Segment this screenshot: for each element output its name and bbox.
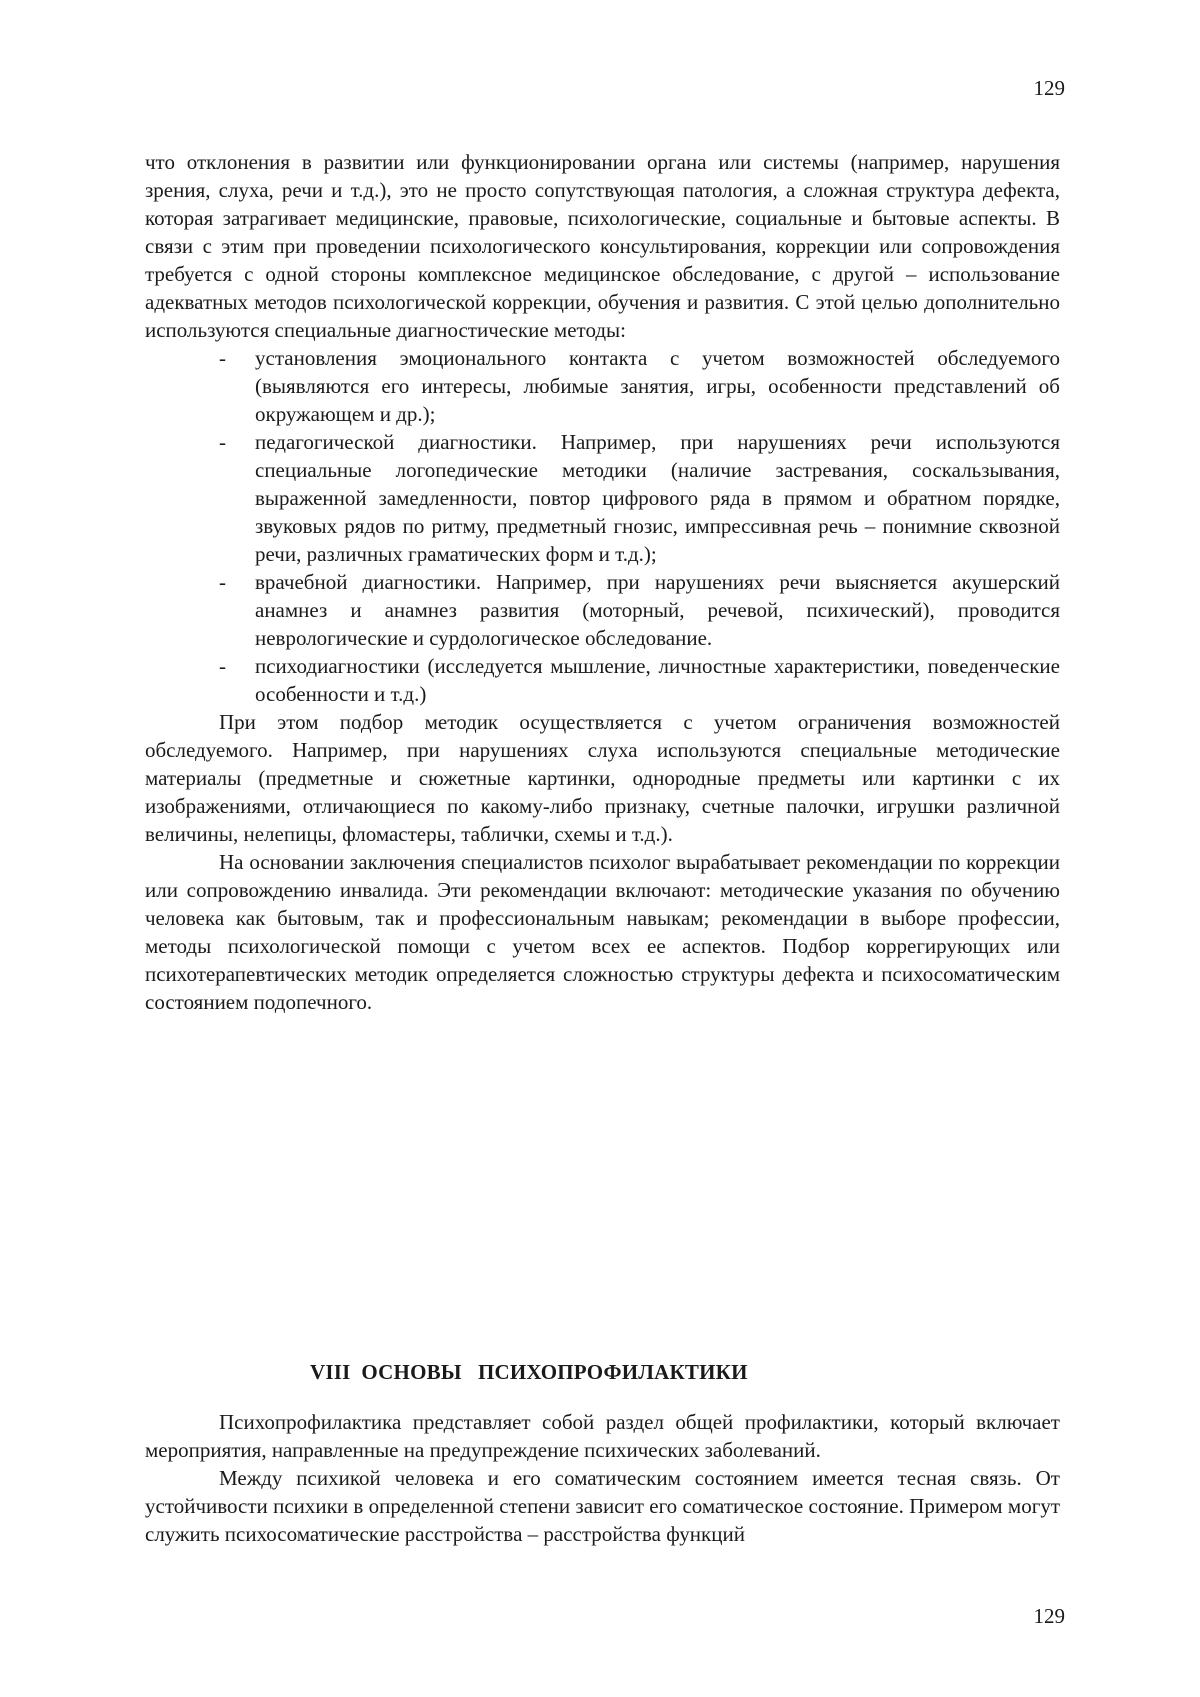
list-item-text: установления эмоционального контакта с учетом возможностей обследуемого (выявляются его интересы, любимые занятия, игры, особенности представлений об окружающем и др.); [255, 346, 1060, 426]
list-item [219, 428, 1060, 568]
list-item-text: педагогической диагностики. Например, при нарушениях речи используются специальные логопедические методики (наличие застревания, соскальзывания, выраженной замедленности, повтор цифрового ряда в прямом и обратном порядке, звуковых рядов по ритму, предметный гнозис, импрессивная речь – понимние сквозной речи, различных граматических форм и т.д.); [255, 430, 1060, 566]
list-item [219, 344, 1060, 428]
intro-paragraph: что отклонения в развитии или функционировании органа или системы (например, нарушения зрения, слуха, речи и т.д.), это не просто сопутствующая патология, а сложная структура дефекта, которая затрагивает медицинские, правовые, психологические, социальные и бытовые аспекты. В связи с этим при проведении психологического консультирования, коррекции или сопровождения требуется с одной стороны комплексное медицинское обследование, с другой – использование адекватных методов психологической коррекции, обучения и развития. С этой целью дополнительно используются специальные диагностические методы: [145, 150, 1060, 342]
diagnostic-methods-list [145, 344, 1060, 708]
page-number-top: 129 [1033, 76, 1065, 100]
list-item [219, 652, 1060, 708]
section-paragraph: Между психикой человека и его соматическим состоянием имеется тесная связь. От устойчивости психики в определенной степени зависит его соматическое состояние. Примером могут служить психосоматические расстройства – расстройства функций [145, 1466, 1060, 1546]
list-item [219, 568, 1060, 652]
document-body [145, 148, 1060, 1016]
list-dash: - [219, 430, 226, 454]
page-number-bottom: 129 [1033, 1604, 1065, 1628]
section-psychoprophylaxis [145, 1358, 1060, 1548]
list-item-text: врачебной диагностики. Например, при нарушениях речи выясняется акушерский анамнез и анамнез развития (моторный, речевой, психический), проводится неврологические и сурдологическое обследование. [255, 570, 1060, 650]
section-paragraph: Психопрофилактика представляет собой раздел общей профилактики, который включает мероприятия, направленные на предупреждение психических заболеваний. [145, 1410, 1060, 1462]
list-dash: - [219, 346, 226, 370]
list-dash: - [219, 654, 226, 678]
list-item-text: психодиагностики (исследуется мышление, личностные характеристики, поведенческие особенности и т.д.) [255, 654, 1060, 706]
recommendations-paragraph: На основании заключения специалистов психолог вырабатывает рекомендации по коррекции или сопровождению инвалида. Эти рекомендации включают: методические указания по обучению человека как бытовым, так и профессиональным навыкам; рекомендации в выборе профессии, методы психологической помощи с учетом всех ее аспектов. Подбор коррегирующих или психотерапевтических методик определяется сложностью структуры дефекта и психосоматическим состоянием подопечного. [145, 850, 1060, 1014]
methods-selection-paragraph: При этом подбор методик осуществляется с учетом ограничения возможностей обследуемого. Например, при нарушениях слуха используются специальные методические материалы (предметные и сюжетные картинки, однородные предметы или картинки с их изображениями, отличающиеся по какому-либо признаку, счетные палочки, игрушки различной величины, нелепицы, фломастеры, таблички, схемы и т.д.). [145, 710, 1060, 846]
list-dash: - [219, 570, 226, 594]
section-heading: VIII ОСНОВЫ ПСИХОПРОФИЛАКТИКИ [310, 1360, 748, 1384]
